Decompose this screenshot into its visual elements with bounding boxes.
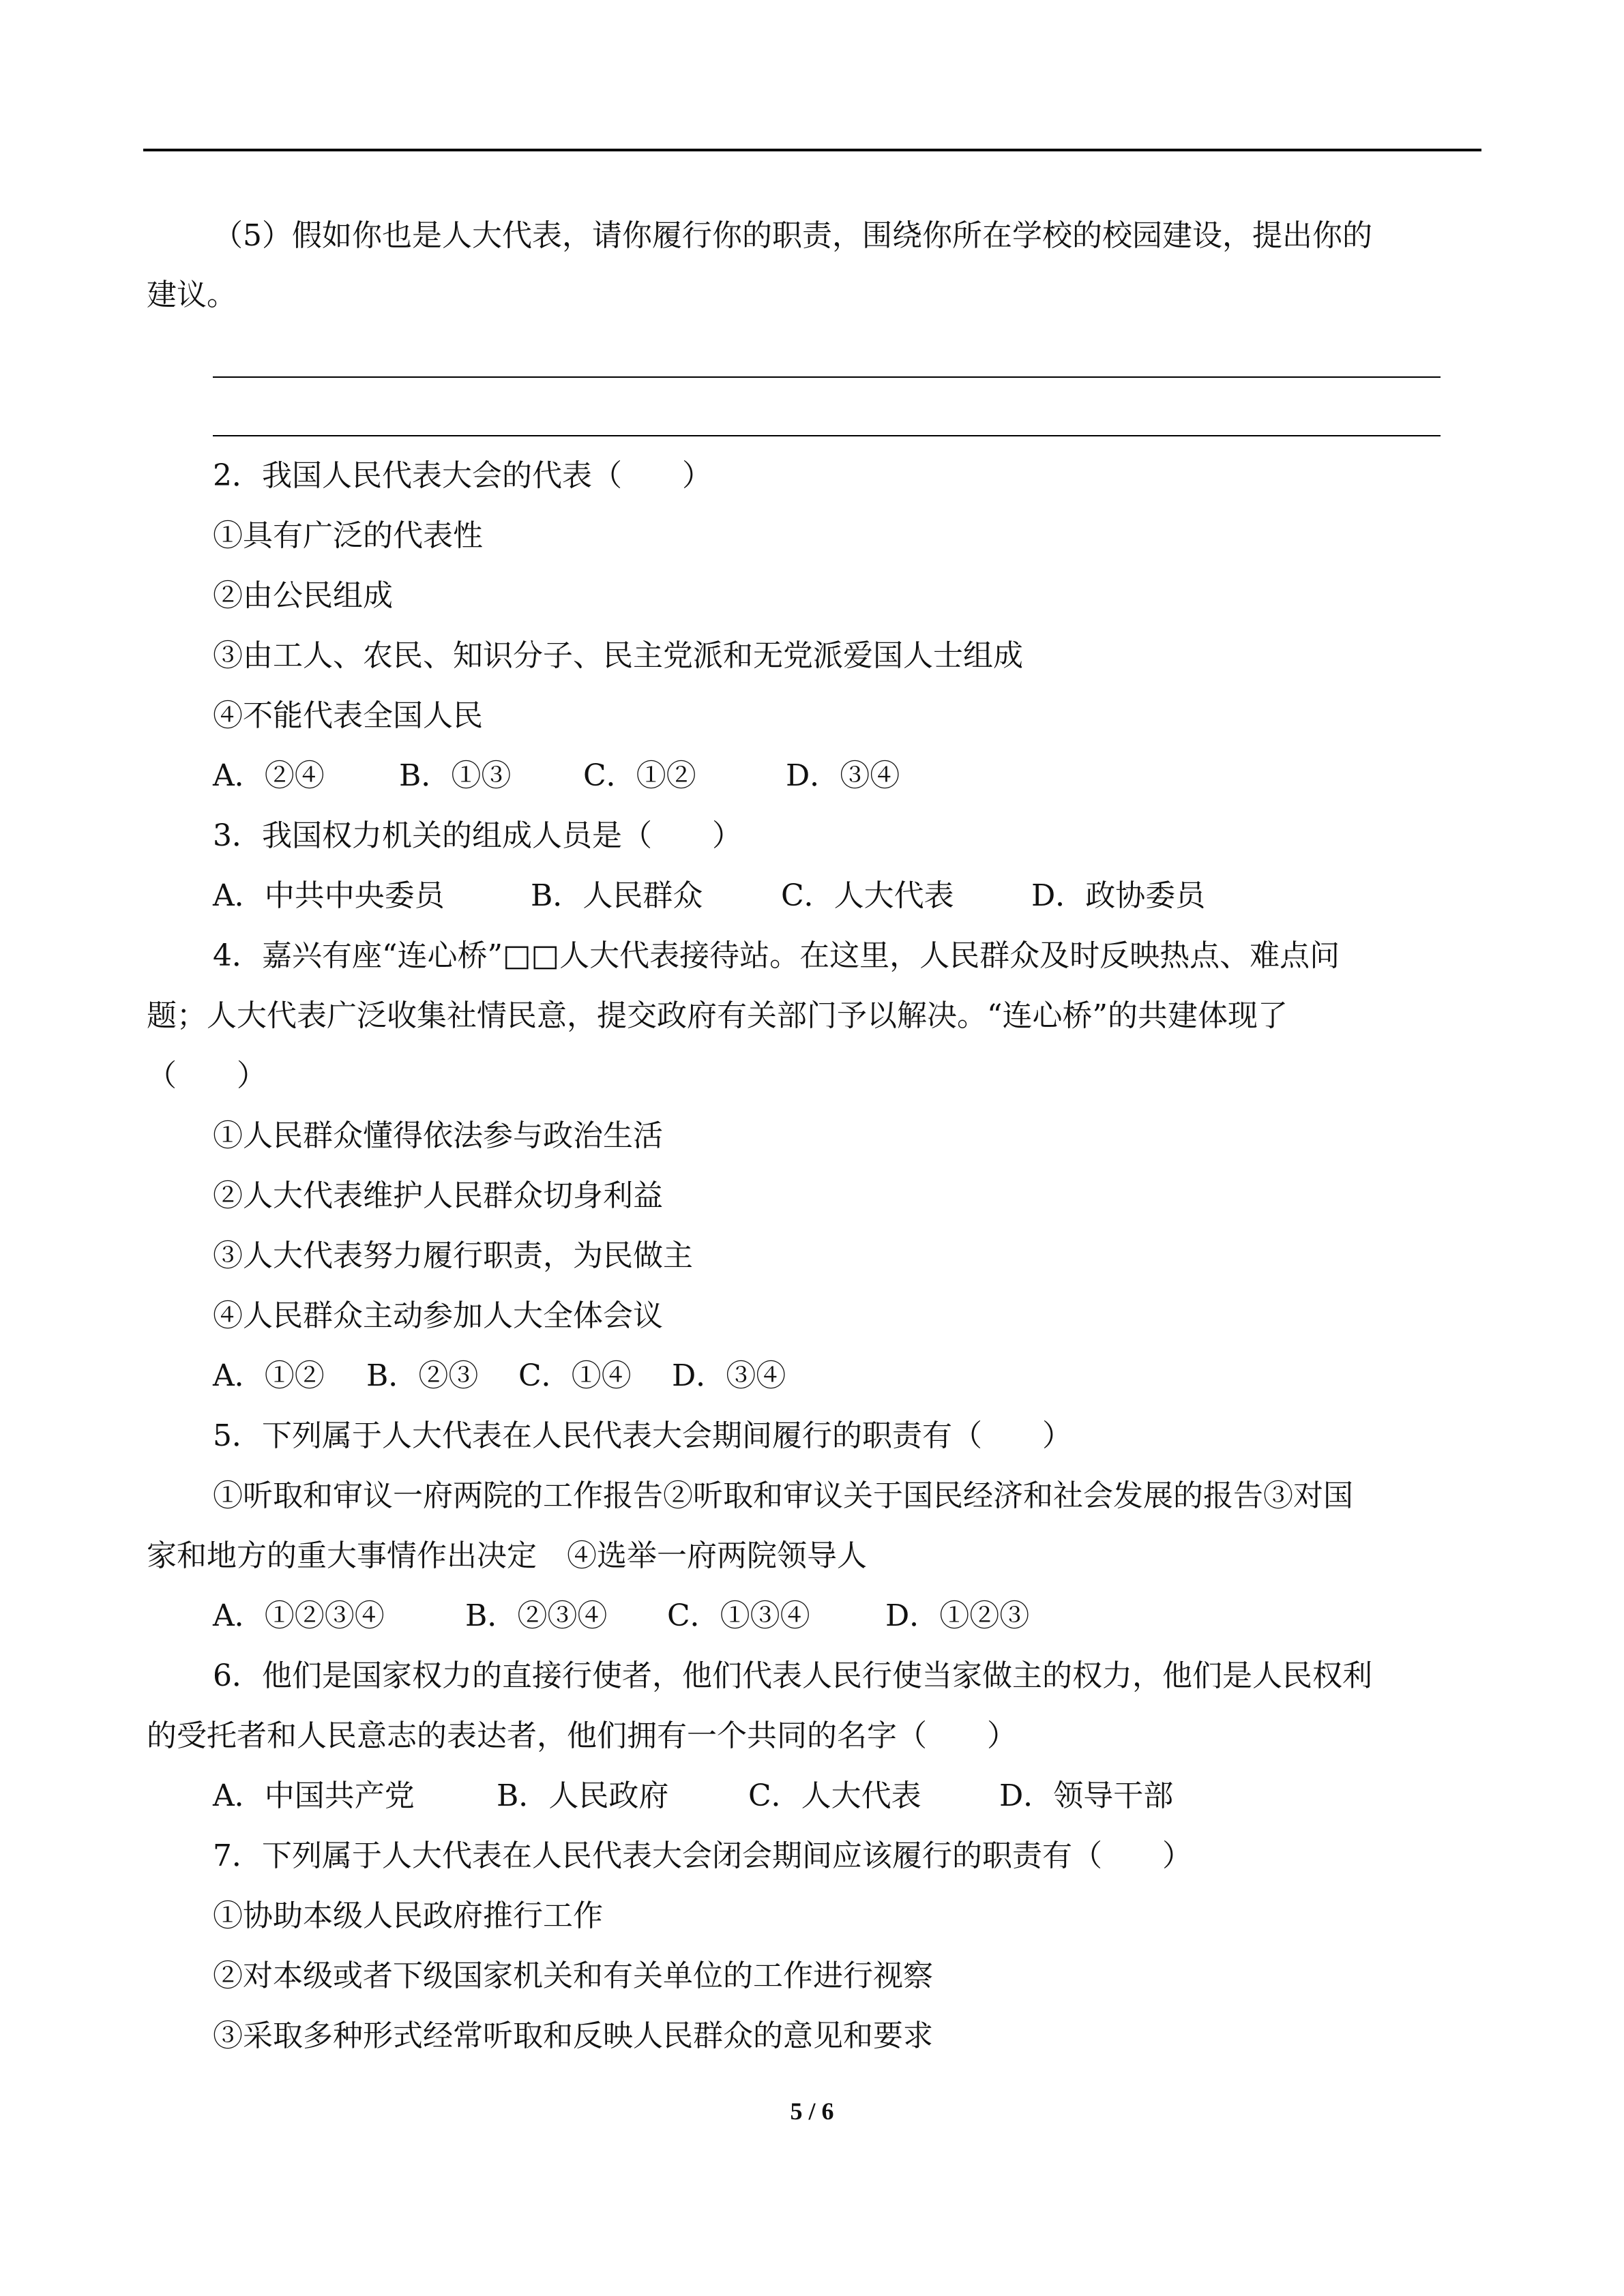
q4-option-d: D．③④ (672, 1358, 786, 1393)
q7-item-2: ②对本级或者下级国家机关和有关单位的工作进行视察 (213, 1958, 933, 1993)
q4-item-2: ②人大代表维护人民群众切身利益 (213, 1178, 663, 1213)
q7-stem: 7．下列属于人大代表在人民代表大会闭会期间应该履行的职责有（ ） (213, 1838, 1192, 1873)
q1-part5-line2: 建议。 (147, 278, 237, 312)
answer-line-2 (213, 435, 1441, 436)
q5-option-d: D．①②③ (885, 1598, 1030, 1633)
q5-body-line1: ①听取和审议一府两院的工作报告②听取和审议关于国民经济和社会发展的报告③对国 (213, 1478, 1353, 1513)
answer-line-1 (213, 376, 1441, 378)
q3-option-d: D．政协委员 (1031, 878, 1206, 913)
q4-stem-line3: （ ） (147, 1058, 267, 1093)
q2-option-a: A．②④ (213, 758, 325, 793)
q5-option-c: C．①③④ (667, 1598, 810, 1633)
q4-stem-line1: 4．嘉兴有座“连心桥”□□人大代表接待站。在这里，人民群众及时反映热点、难点问 (213, 938, 1340, 973)
header-rule (143, 149, 1481, 151)
q4-stem-line2: 题；人大代表广泛收集社情民意，提交政府有关部门予以解决。“连心桥”的共建体现了 (147, 998, 1288, 1033)
q2-item-1: ①具有广泛的代表性 (213, 518, 483, 553)
q4-item-1: ①人民群众懂得依法参与政治生活 (213, 1118, 663, 1153)
q4-option-b: B．②③ (366, 1358, 479, 1393)
q6-option-c: C．人大代表 (748, 1778, 921, 1813)
q5-body-line2: 家和地方的重大事情作出决定 ④选举一府两院领导人 (147, 1538, 867, 1573)
page-number: 5 / 6 (790, 2098, 834, 2125)
q3-stem: 3．我国权力机关的组成人员是（ ） (213, 818, 742, 853)
q1-part5-line1: （5）假如你也是人大代表，请你履行你的职责，围绕你所在学校的校园建设，提出你的 (213, 218, 1372, 253)
q6-option-d: D．领导干部 (999, 1778, 1174, 1813)
q6-stem-line2: 的受托者和人民意志的表达者，他们拥有一个共同的名字（ ） (147, 1718, 1017, 1753)
q2-option-c: C．①② (583, 758, 696, 793)
q5-stem: 5．下列属于人大代表在人民代表大会期间履行的职责有（ ） (213, 1418, 1072, 1453)
q5-option-b: B．②③④ (465, 1598, 608, 1633)
q4-option-a: A．①② (213, 1358, 325, 1393)
q7-item-1: ①协助本级人民政府推行工作 (213, 1898, 603, 1933)
q2-item-2: ②由公民组成 (213, 578, 393, 613)
q4-item-4: ④人民群众主动参加人大全体会议 (213, 1298, 663, 1333)
q3-option-b: B．人民群众 (531, 878, 703, 913)
q2-stem: 2．我国人民代表大会的代表（ ） (213, 458, 712, 493)
q2-item-3: ③由工人、农民、知识分子、民主党派和无党派爱国人士组成 (213, 638, 1023, 673)
q3-option-c: C．人大代表 (781, 878, 954, 913)
q6-option-b: B．人民政府 (497, 1778, 669, 1813)
q4-item-3: ③人大代表努力履行职责，为民做主 (213, 1238, 693, 1273)
q4-option-c: C．①④ (518, 1358, 632, 1393)
q2-option-b: B．①③ (399, 758, 512, 793)
q3-option-a: A．中共中央委员 (213, 878, 445, 913)
q2-item-4: ④不能代表全国人民 (213, 698, 483, 733)
q6-option-a: A．中国共产党 (213, 1778, 415, 1813)
q2-option-d: D．③④ (786, 758, 900, 793)
q5-option-a: A．①②③④ (213, 1598, 385, 1633)
q7-item-3: ③采取多种形式经常听取和反映人民群众的意见和要求 (213, 2018, 933, 2053)
q6-stem-line1: 6．他们是国家权力的直接行使者，他们代表人民行使当家做主的权力，他们是人民权利 (213, 1658, 1372, 1693)
